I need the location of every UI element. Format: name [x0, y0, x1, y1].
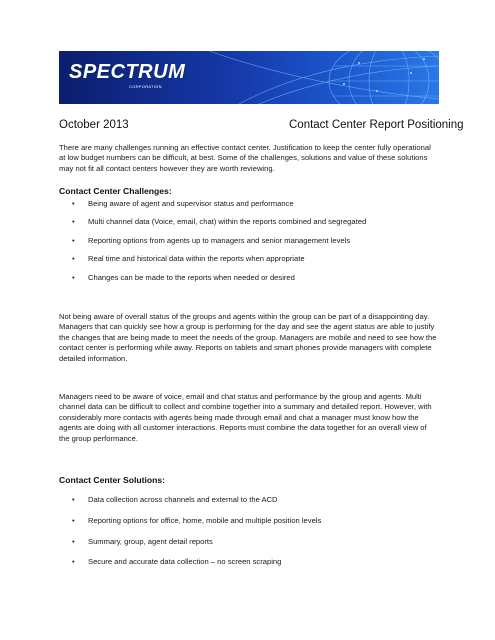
- status-awareness-paragraph: Not being aware of overall status of the groups and agents within the group can be part of a disappointing day. Managers that can quickly see how a group is performing for the day and see the agent status are able to justify the changes that are being made to meet the needs of the group. Managers are mobile and need to see how the contact center is performing while away. Reports on tablets and smart phones provide managers with complete detailed information.: [59, 312, 437, 363]
- solutions-heading: Contact Center Solutions:: [59, 475, 165, 485]
- challenges-heading: Contact Center Challenges:: [59, 186, 172, 196]
- header-banner: [59, 51, 439, 104]
- bullet-icon: •: [72, 495, 75, 504]
- bullet-icon: •: [72, 236, 75, 245]
- intro-paragraph: There are many challenges running an effective contact center. Justification to keep the center fully operational at low budget numbers can be difficult, at best. Some of the challenges, solutions and value of these solutions may not fit all contact centers however they are worth reviewing.: [59, 143, 431, 173]
- bullet-icon: •: [72, 199, 75, 208]
- bullet-icon: •: [72, 516, 75, 525]
- company-logo-subtitle: CORPORATION: [129, 84, 162, 89]
- document-title: Contact Center Report Positioning: [289, 119, 464, 131]
- bullet-icon: •: [72, 217, 75, 226]
- bullet-icon: •: [72, 537, 75, 546]
- company-logo: SPECTRUM: [69, 61, 186, 83]
- bullet-icon: •: [72, 273, 75, 282]
- document-date: October 2013: [59, 119, 129, 131]
- bullet-icon: •: [72, 254, 75, 263]
- bullet-icon: •: [72, 557, 75, 566]
- multichannel-paragraph: Managers need to be aware of voice, email and chat status and performance by the group and agents. Multi channel data can be difficult to collect and combine together into a summary and detailed report. However, with considerably more contacts with agents being made through email and chat a manager must know how the agents are doing with all customer interactions. Reports must combine the data together for an overall view of the group performance.: [59, 392, 432, 443]
